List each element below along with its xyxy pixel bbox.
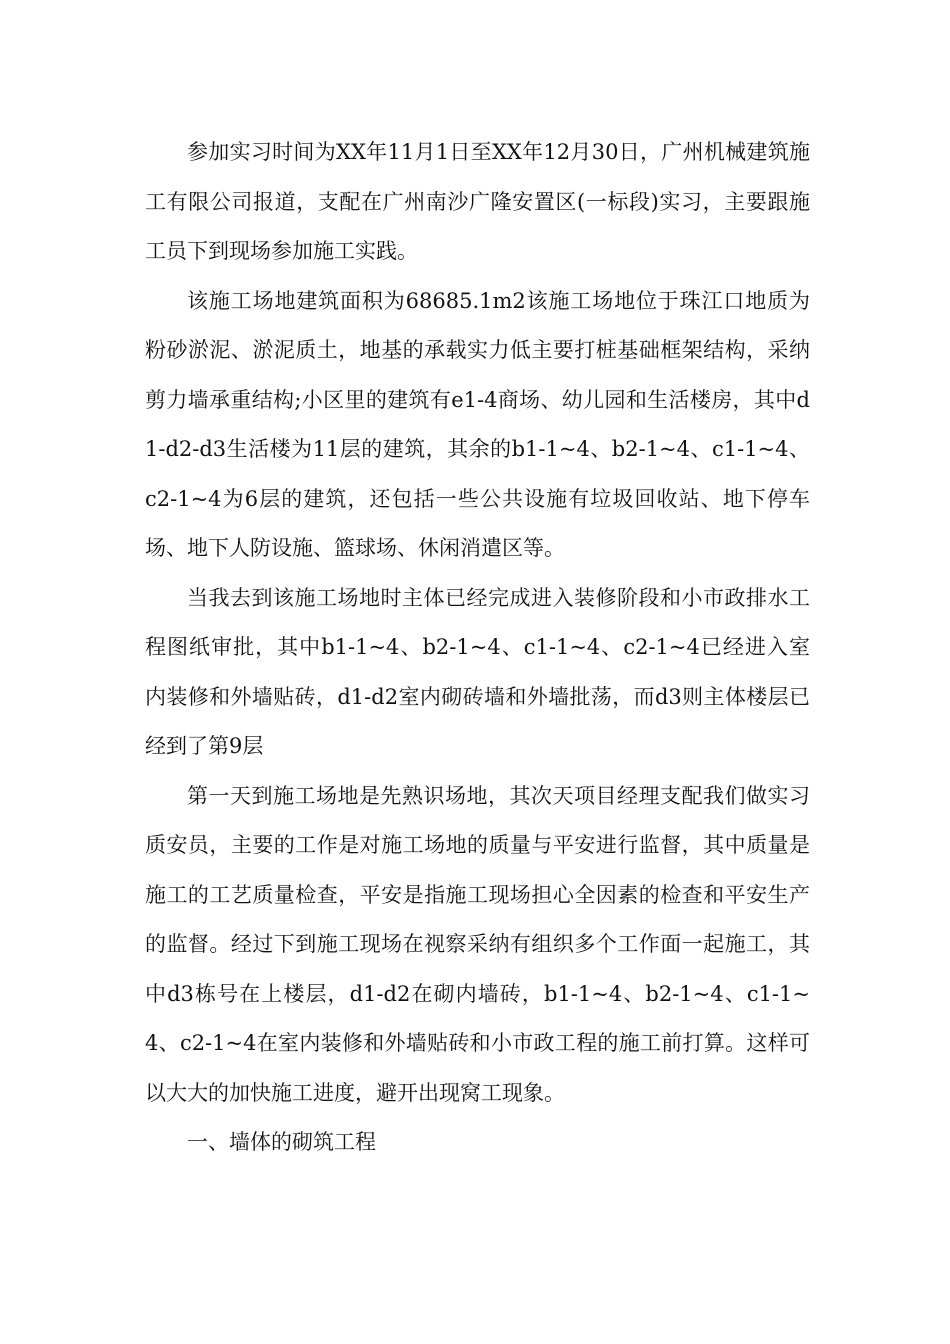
section-heading-masonry: 一、墙体的砌筑工程 bbox=[187, 1130, 376, 1154]
paragraph-first-day-duties: 第一天到施工场地是先熟识场地，其次天项目经理支配我们做实习质安员，主要的工作是对施工场地的质量与平安进行监督，其中质量是施工的工艺质量检查，平安是指施工现场担心全因素的检查和平安生产的监督。经过下到施工现场在视察采纳有组织多个工作面一起施工，其中d3栋号在上楼层，d1-d2在砌内墙砖，b1-1~4、b2-1~4、c1-1~4、c2-1~4在室内装修和外墙贴砖和小市政工程的施工前打算。这样可以大大的加快施工进度，避开出现窝工现象。 bbox=[145, 783, 810, 1105]
paragraph-construction-status: 当我去到该施工场地时主体已经完成进入装修阶段和小市政排水工程图纸审批，其中b1-1~4、b2-1~4、c1-1~4、c2-1~4已经进入室内装修和外墙贴砖，d1-d2室内砌砖墙和外墙批荡，而d3则主体楼层已经到了第9层 bbox=[145, 585, 810, 758]
paragraph-site-overview: 该施工场地建筑面积为68685.1m2该施工场地位于珠江口地质为粉砂淤泥、淤泥质土，地基的承载实力低主要打桩基础框架结构，采纳剪力墙承重结构;小区里的建筑有e1-4商场、幼儿园和生活楼房，其中d1-d2-d3生活楼为11层的建筑，其余的b1-1~4、b2-1~4、c1-1~4、c2-1~4为6层的建筑，还包括一些公共设施有垃圾回收站、地下停车场、地下人防设施、篮球场、休闲消遣区等。 bbox=[145, 288, 810, 560]
document-body bbox=[145, 128, 810, 1168]
paragraph-internship-period: 参加实习时间为XX年11月1日至XX年12月30日，广州机械建筑施工有限公司报道，支配在广州南沙广隆安置区(一标段)实习，主要跟施工员下到现场参加施工实践。 bbox=[145, 140, 810, 263]
